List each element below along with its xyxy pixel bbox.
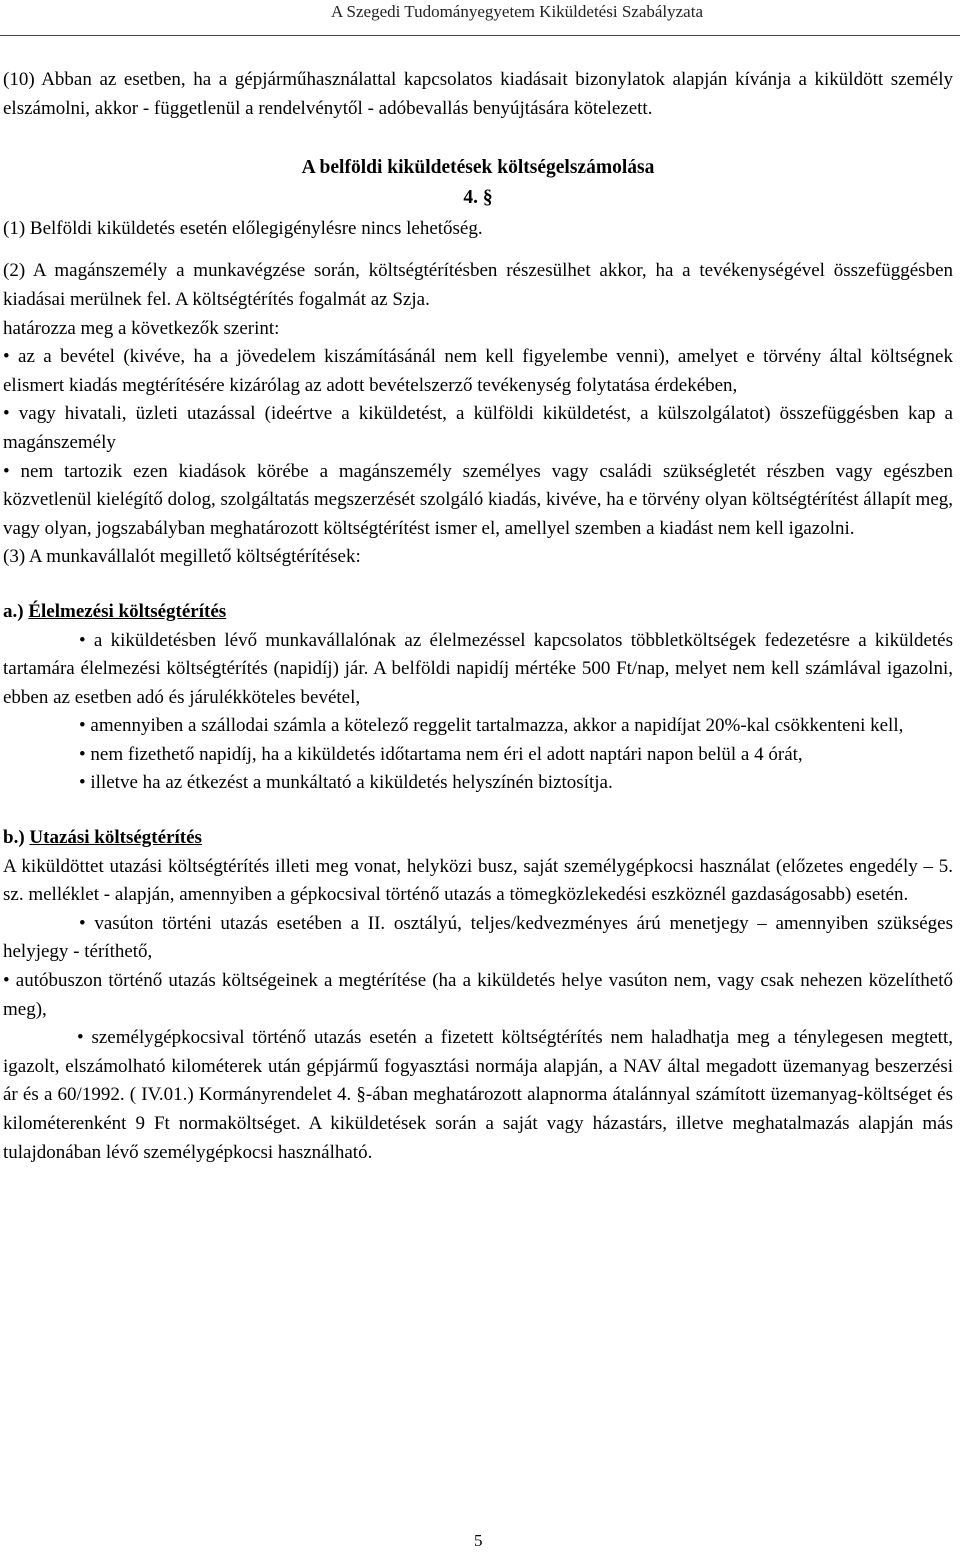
section-b-item: • autóbuszon történő utazás költségeinek a megtérítése (ha a kiküldetés helye vasúton nem, vagy csak nehezen közelíthető meg), bbox=[3, 970, 953, 1020]
point-2-intro: (2) A magánszemély a munkavégzése során, költségtérítésben részesülhet akkor, ha a tevékenységével összefüggésben kiadásai merülnek fel. A költségtérítés fogalmát az Szja. bbox=[3, 260, 953, 310]
section-b-title: Utazási költségtérítés bbox=[29, 827, 202, 849]
criteria-item: • nem tartozik ezen kiadások körébe a magánszemély személyes vagy családi szükségletét részben vagy egészben közvetlenül kielégítő dolog, szolgáltatás megszerzését szolgáló kiadás, kivéve, ha e törvény olyan költségtérítést állapít meg, vagy olyan, jogszabályban meghatározott költségtérítést ismer el, amellyel szemben a kiadást nem kell igazolni. bbox=[3, 460, 953, 539]
section-a-item: • nem fizethető napidíj, ha a kiküldetés időtartama nem éri el adott naptári napon belül a 4 órát, bbox=[79, 743, 803, 765]
point-1: (1) Belföldi kiküldetés esetén előlegigénylésre nincs lehetőség. bbox=[3, 217, 483, 239]
section-a-title: Élelmezési költségtérítés bbox=[28, 600, 227, 622]
section-number bbox=[3, 183, 953, 213]
section-a-item: • amennyiben a szállodai számla a kötelező reggelit tartalmazza, akkor a napidíjat 20%-kal csökkenteni kell, bbox=[79, 715, 904, 737]
section-b-item: • személygépkocsival történő utazás esetén a fizetett költségtérítés nem haladhatja meg a ténylegesen megtett, igazolt, elszámolható kilométerek után gépjármű fogyasztási normája alapján, a NAV által megadott üzemanyag beszerzési ár és a 60/1992. ( IV.01.) Kormányrendelet 4. §-ában meghatározott alapnorma átalánnyal számított üzemanyag-költséget és kilométerenként 9 Ft normaköltséget. A kiküldetések során a saját vagy házastárs, illetve meghatalmazás alapján más tulajdonában lévő személygépkocsi használható. bbox=[3, 1027, 953, 1163]
section-a-item: • a kiküldetésben lévő munkavállalónak az élelmezéssel kapcsolatos többletköltségek fedezetésre a kiküldetés tartamára élelmezési költségtérítés (napidíj) jár. A belföldi napidíj mértéke 500 Ft/nap, melyet nem kell számlával igazolni, ebben az esetben adó és járulékköteles bevétel, bbox=[3, 629, 953, 708]
page-number: 5 bbox=[474, 1531, 483, 1550]
section-b-prefix: b.) bbox=[3, 827, 25, 849]
section-a-heading bbox=[3, 598, 953, 627]
point-3: (3) A munkavállalót megillető költségtérítések: bbox=[3, 546, 361, 568]
document-body bbox=[3, 66, 953, 1167]
section-b-item: • vasúton történi utazás esetében a II. osztályú, teljes/kedvezményes árú menetjegy – amennyiben szükséges helyjegy - téríthető, bbox=[3, 912, 953, 963]
section-title: A belföldi kiküldetések költségelszámolása bbox=[301, 157, 655, 179]
header-divider bbox=[0, 35, 960, 36]
section-sign-icon: § bbox=[482, 186, 493, 208]
point-2-continuation: határozza meg a következők szerint: bbox=[3, 317, 280, 339]
section-b-heading bbox=[3, 824, 953, 853]
section-b-intro: A kiküldöttet utazási költségtérítés illeti meg vonat, helyközi busz, saját személygépkocsi használat (előzetes engedély – 5. sz. melléklet - alapján, amennyiben a gépkocsival történő utazás a tömegközlekedési eszköznél gazdaságosabb) esetén. bbox=[3, 855, 953, 906]
section-a-prefix: a.) bbox=[3, 600, 24, 622]
paragraph-10: (10) Abban az esetben, ha a gépjárműhasználattal kapcsolatos kiadásait bizonylatok alapján kívánja a kiküldött személy elszámolni, akkor - függetlenül a rendelvénytől - adóbevallás benyújtására kötelezett. bbox=[3, 69, 953, 119]
criteria-item: • vagy hivatali, üzleti utazással (ideértve a kiküldetést, a külföldi kiküldetést, a külszolgálatot) összefüggésben kap a magánszemély bbox=[3, 403, 953, 453]
section-number-label: 4. bbox=[463, 186, 478, 208]
criteria-item: • az a bevétel (kivéve, ha a jövedelem kiszámításánál nem kell figyelembe venni), amelyet e törvény által költségnek elismert kiadás megtérítésére kizárólag az adott bevételszerző tevékenység folytatása érdekében, bbox=[3, 346, 953, 396]
running-header: A Szegedi Tudományegyetem Kiküldetési Szabályzata bbox=[330, 2, 703, 21]
section-a-item: • illetve ha az étkezést a munkáltató a kiküldetés helyszínén biztosítja. bbox=[79, 772, 613, 794]
